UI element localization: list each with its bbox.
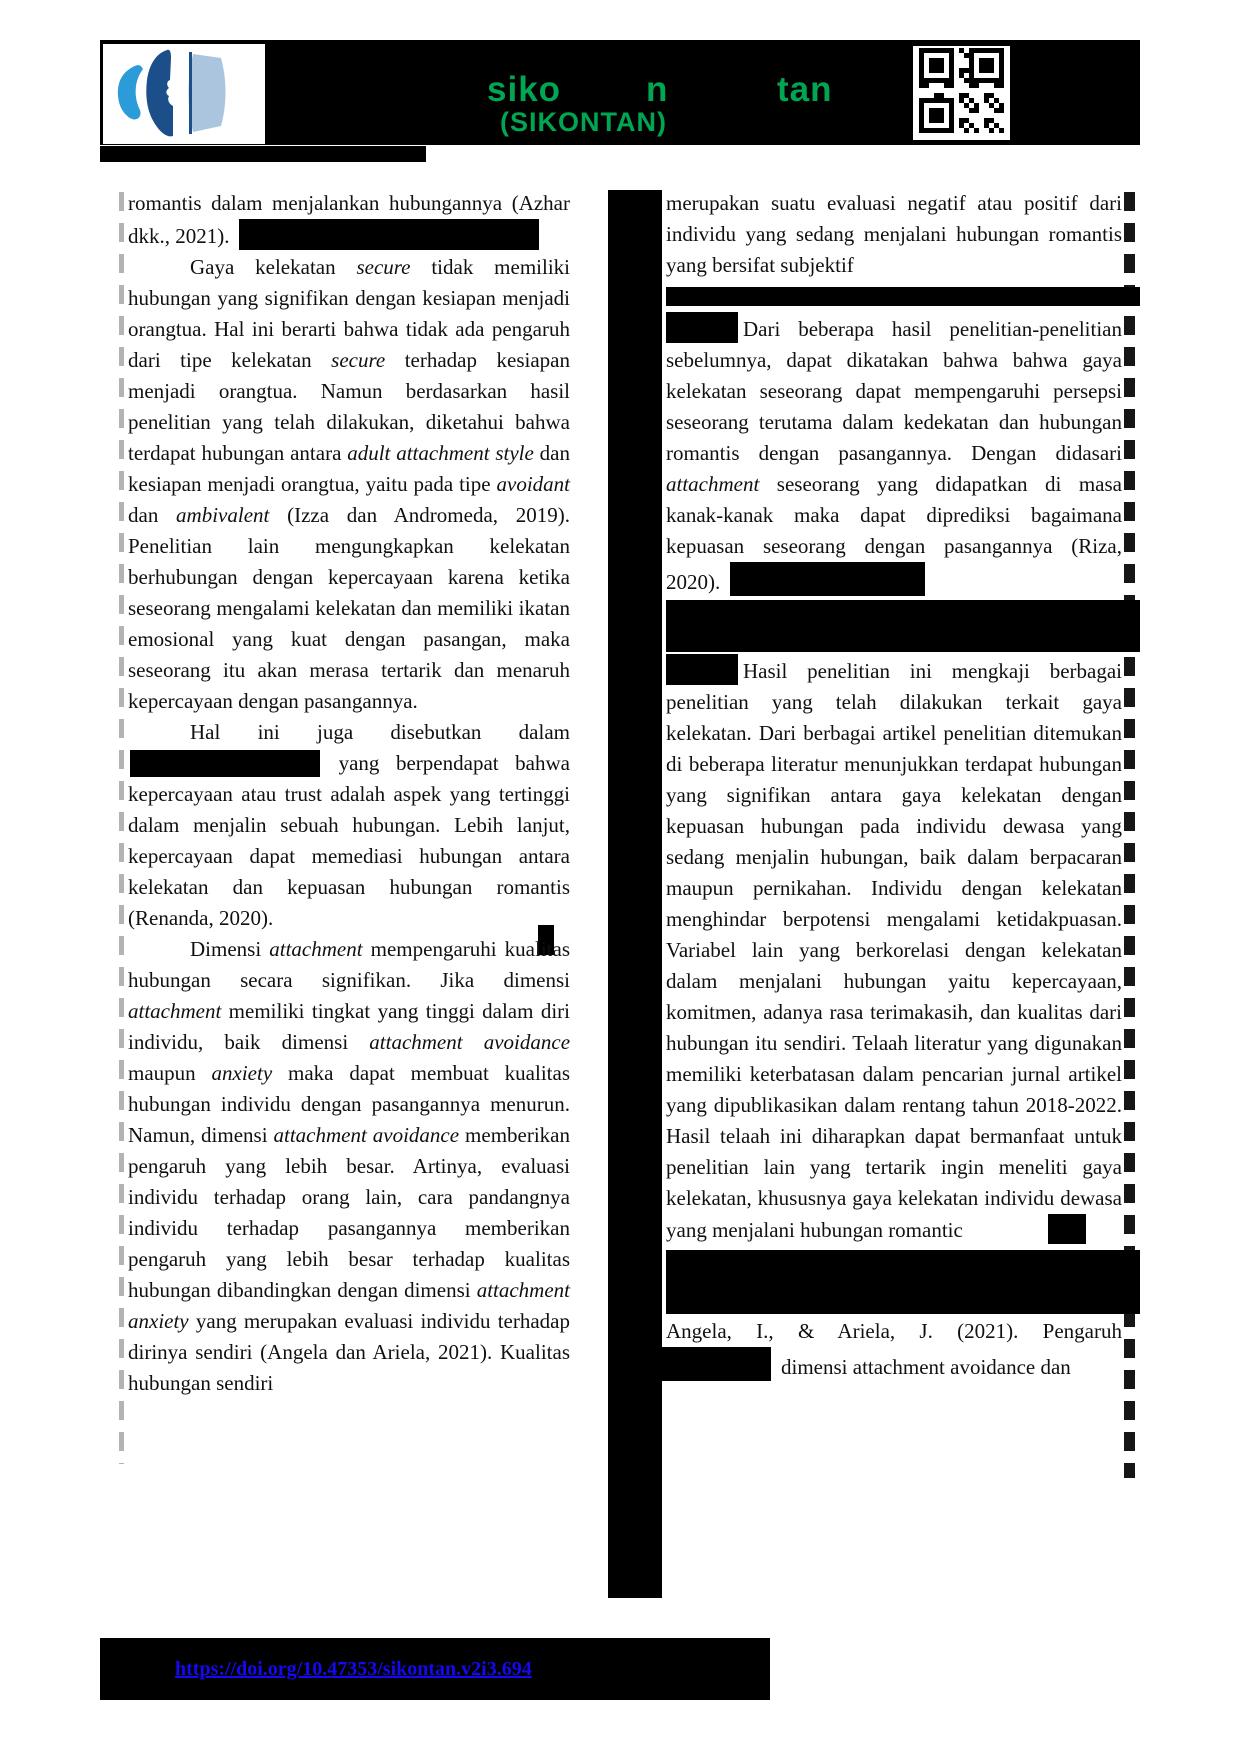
paragraph: merupakan suatu evaluasi negatif atau positif dari individu yang sedang menjalani hubungan romantis yang bersifat subjektif: [666, 191, 1122, 277]
journal-title-fragment: siko: [487, 70, 562, 109]
paragraph: Gaya kelekatan secure tidak memiliki hubungan yang signifikan dengan kesiapan menjadi orangtua. Hal ini berarti bahwa tidak ada pengaruh dari tipe kelekatan secure terhadap kesiapan menjadi orangtua. Namun berdasarkan hasil penelitian yang telah dilakukan, diketahui bahwa terdapat hubungan antara adult attachment style dan kesiapan menjadi orangtua, yaitu pada tipe avoidant dan ambivalent (Izza dan Andromeda, 2019). Penelitian lain mengungkapkan kelekatan berhubungan dengan kepercayaan karena ketika seseorang mengalami kelekatan dan memiliki ikatan emosional yang kuat dengan pasangan, maka seseorang itu akan merasa tertarik dan menaruh kepercayaan dengan pasangannya.: [128, 255, 570, 713]
redaction-bar: [666, 287, 1140, 306]
footer-banner: [100, 1638, 770, 1700]
paragraph: Hasil penelitian ini mengkaji berbagai penelitian yang telah dilakukan terkait gaya kelekatan. Dari berbagai artikel penelitian ditemukan di beberapa literatur menunjukkan terdapat hubungan yang signifikan antara gaya kelekatan dengan kepuasan hubungan pada individu dewasa yang sedang menjalin hubungan, baik dalam berpacaran maupun pernikahan. Individu dengan kelekatan menghindar berpotensi mengalami ketidakpuasan. Variabel lain yang berkorelasi dengan kelekatan dalam menjalani hubungan yaitu kepercayaan, komitmen, adanya rasa terimakasih, dan kualitas dari hubungan itu sendiri. Telaah literatur yang digunakan memiliki keterbatasan dalam pencarian jurnal artikel yang dipublikasikan dalam rentang tahun 2018-2022. Hasil telaah ini diharapkan dapat bermanfaat untuk penelitian lain yang tertarik ingin meneliti gaya kelekatan, khususnya gaya kelekatan individu dewasa yang menjalani hubungan romantic: [666, 654, 1122, 1246]
journal-abbreviation: (SIKONTAN): [500, 107, 667, 137]
redaction-block: [666, 1250, 1140, 1314]
paragraph: Hal ini juga disebutkan dalam yang berpendapat bahwa kepercayaan atau trust adalah aspek yang tertinggi dalam menjalin sebuah hubungan. Lebih lanjut, kepercayaan dapat memediasi hubungan antara kelekatan dan kepuasan hubungan romantis (Renanda, 2020).: [128, 720, 570, 930]
faces-logo-icon: [109, 46, 259, 142]
redaction-box: [609, 1347, 771, 1381]
redaction-gutter-bar: [608, 190, 662, 1598]
paragraph: Dimensi attachment mempengaruhi kualitas hubungan secara signifikan. Jika dimensi attachment memiliki tingkat yang tinggi dalam diri individu, baik dimensi attachment avoidance maupun anxiety maka dapat membuat kualitas hubungan individu dengan pasangannya menurun. Namun, dimensi attachment avoidance memberikan pengaruh yang lebih besar. Artinya, evaluasi individu terhadap orang lain, cara pandangnya individu terhadap pasangannya memberikan pengaruh yang lebih besar terhadap kualitas hubungan dibandingkan dengan dimensi attachment anxiety yang merupakan evaluasi individu terhadap dirinya sendiri (Angela dan Ariela, 2021). Kualitas hubungan sendiri: [128, 937, 571, 1395]
paragraph: romantis dalam menjalankan hubungannya (Azhar dkk., 2021).: [128, 191, 570, 248]
redaction-box: [730, 562, 925, 596]
header-banner-extension: [100, 146, 426, 162]
redaction-box: [239, 219, 539, 250]
redaction-block: [666, 600, 1140, 652]
redaction-box: [666, 312, 738, 343]
left-text-column: [128, 188, 570, 1399]
reference-entry-line: Angela, I., & Ariela, J. (2021). Pengaruh: [666, 1319, 1122, 1343]
journal-title-fragment: n: [646, 70, 669, 109]
journal-logo: [103, 44, 265, 144]
journal-title-fragment: tan: [777, 70, 833, 109]
left-margin-marks: [119, 192, 124, 1464]
doi-link[interactable]: https://doi.org/10.47353/sikontan.v2i3.694: [175, 1657, 532, 1680]
redaction-box: [1048, 1214, 1086, 1244]
reference-entry-line: dimensi attachment avoidance dan: [666, 1347, 1122, 1383]
redaction-box: [666, 654, 738, 685]
paragraph: Dari beberapa hasil penelitian-penelitian sebelumnya, dapat dikatakan bahwa bahwa gaya kelekatan seseorang dapat mempengaruhi persepsi seseorang terutama dalam kedekatan dan hubungan romantis dengan pasangannya. Dengan didasari attachment seseorang yang didapatkan di masa kanak-kanak maka dapat diprediksi bagaimana kepuasan seseorang dengan pasangannya (Riza, 2020).: [666, 312, 1122, 598]
qr-code: [913, 46, 1010, 140]
right-text-column: [666, 188, 1122, 1383]
qr-code-modules: [919, 48, 1004, 138]
redaction-box: [130, 750, 320, 777]
